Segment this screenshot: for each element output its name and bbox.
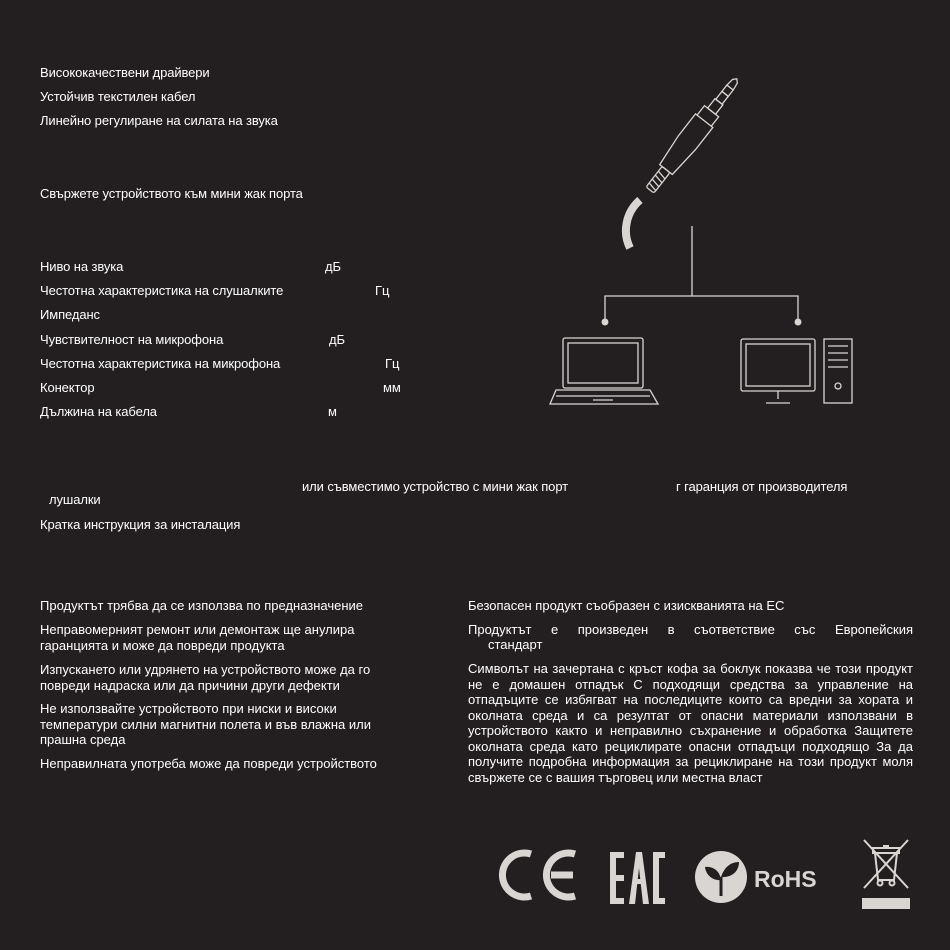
- rohs-label: RoHS: [754, 866, 817, 892]
- warranty-note: г гаранция от производителя: [676, 479, 848, 494]
- package-item: лушалки: [49, 492, 101, 507]
- package-item: Кратка инструкция за инсталация: [40, 517, 241, 532]
- feature-item: Линейно регулиране на силата на звука: [40, 113, 278, 128]
- rohs-logo-icon: [694, 850, 834, 906]
- safety-item: Неправомерният ремонт или демонтаж ще анулира гаранцията и може да повреди продукта: [40, 622, 355, 653]
- compatibility-note: или съвместимо устройство с мини жак порт: [302, 479, 569, 494]
- spec-label: Импеданс: [40, 307, 100, 322]
- spec-unit: мм: [383, 380, 401, 395]
- eac-mark-icon: [610, 852, 666, 906]
- spec-label: Честотна характеристика на слушалките: [40, 283, 284, 298]
- spec-label: Конектор: [40, 380, 95, 395]
- safety-item: Неправилната употреба може да повреди устройството: [40, 756, 377, 771]
- connection-instruction: Свържете устройството към мини жак порта: [40, 186, 303, 201]
- weee-bin-icon: [860, 836, 914, 912]
- spec-label: Ниво на звука: [40, 259, 124, 274]
- standard-line: стандарт: [488, 637, 543, 652]
- safety-item: Изпускането или удрянето на устройството може да го повреди надраска или да причини други дефекти: [40, 662, 371, 693]
- spec-unit: Гц: [385, 356, 400, 371]
- spec-unit: Гц: [375, 283, 390, 298]
- spec-label: Честотна характеристика на микрофона: [40, 356, 281, 371]
- safety-item: Не използвайте устройството при ниски и високи температури силни магнитни полета и във влажна или прашна среда: [40, 701, 371, 747]
- safety-compliance: Безопасен продукт съобразен с изискванията на ЕС: [468, 598, 785, 613]
- audio-jack-icon: [626, 72, 746, 248]
- laptop-icon: [550, 338, 658, 404]
- standard-line: Продуктът е произведен в съответствие със Европейския: [468, 622, 913, 637]
- feature-item: Висококачествени драйвери: [40, 65, 210, 80]
- spec-unit: м: [328, 404, 337, 419]
- ce-mark-icon: [495, 846, 580, 908]
- spec-unit: дБ: [329, 332, 345, 347]
- spec-unit: дБ: [325, 259, 341, 274]
- connector-lines: [602, 226, 801, 325]
- spec-label: Чувствителност на микрофона: [40, 332, 224, 347]
- safety-item: Продуктът трябва да се използва по предназначение: [40, 598, 364, 613]
- spec-label: Дължина на кабела: [40, 404, 157, 419]
- desktop-pc-icon: [741, 339, 852, 403]
- feature-item: Устойчив текстилен кабел: [40, 89, 196, 104]
- weee-notice: Символът на зачертана с кръст кофа за боклук показва че този продукт не е домашен отпадък С подходящи средства за управление на отпадъците се избягват на последиците които са вредни за хората и околната среда и са резултат от опасни материали използвани в устройството както и неправилно съхранение и обработка Защитете околната среда като рециклирате опасни отпадъци подходящо За да получите подробна информация за рециклиране на този продукт моля свържете се с вашия търговец или местна власт: [468, 661, 913, 785]
